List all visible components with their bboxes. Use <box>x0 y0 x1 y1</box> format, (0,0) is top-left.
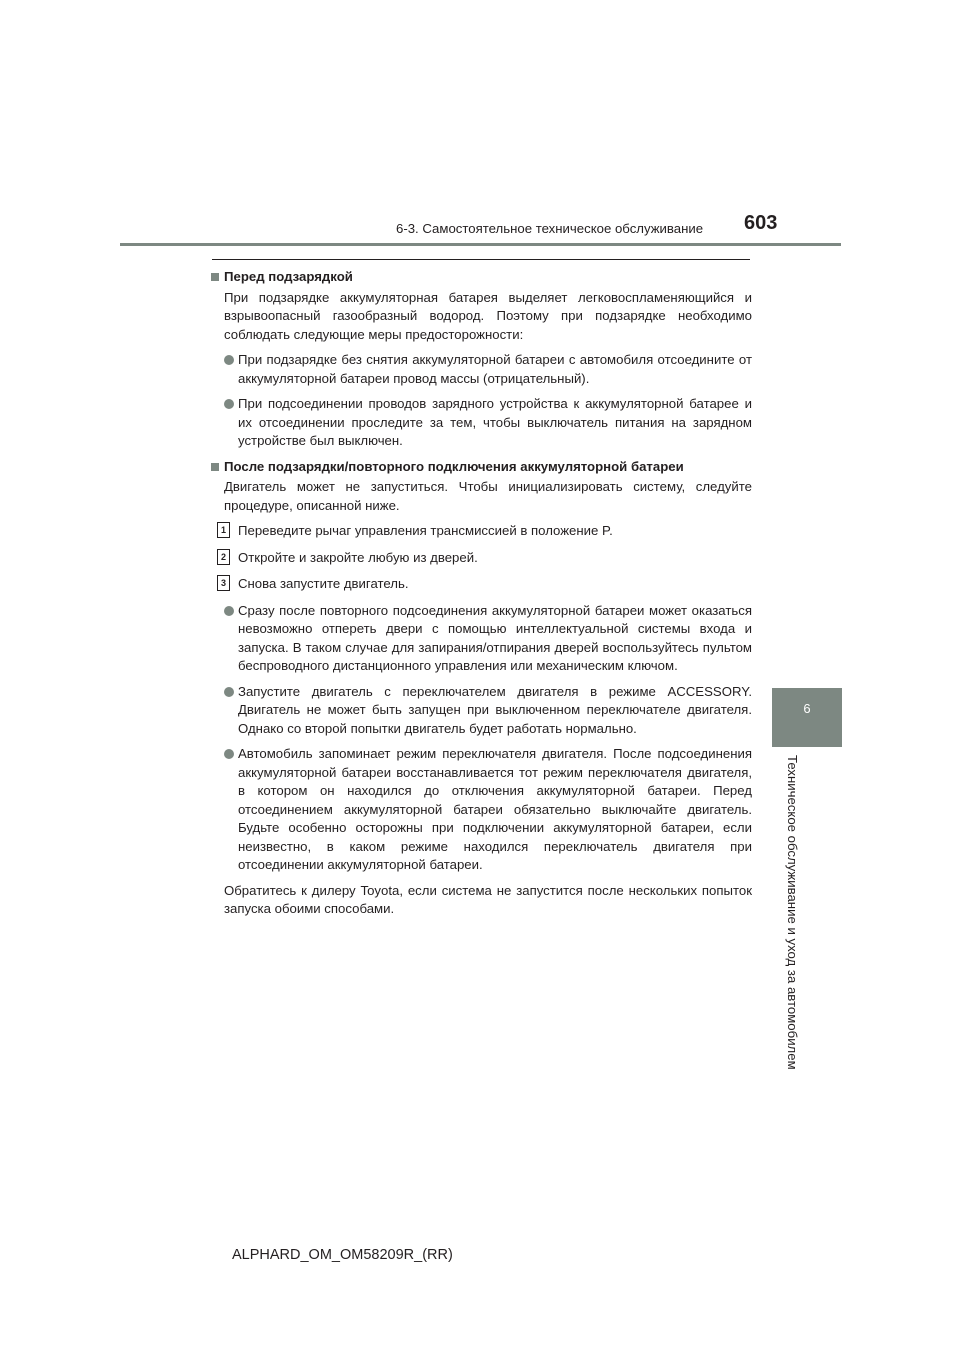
bullet-text: Автомобиль запоминает режим переключателя двигателя. После подсоединения аккумуляторной батареи восстанавливается тот режим переключателя двигателя, в котором он находился до отключения аккумуляторной батареи. Перед отсоединением аккумуляторной батареи обязательно выключайте двигатель. Будьте особенно осторожны при подключении аккумуляторной батареи, если неизвестно, в каком режиме находился переключатель двигателя при отсоединении аккумуляторной батареи. <box>238 746 752 872</box>
step-number: 2 <box>217 549 230 565</box>
bullet-dot-icon <box>224 749 234 759</box>
bullet-text: При подзарядке без снятия аккумуляторной батареи с автомобиля отсоедините от аккумуляторной батареи провод массы (отрицательный). <box>238 352 752 386</box>
paragraph: При подзарядке аккумуляторная батарея выделяет легковоспламеняющийся и взрывоопасный газообразный водород. Поэтому при подзарядке необходимо соблюдать следующие меры предосторожности: <box>224 289 752 342</box>
bullet-item <box>210 602 752 676</box>
heading-text: Перед подзарядкой <box>224 269 353 284</box>
bullet-text: Сразу после повторного подсоединения аккумуляторной батареи может оказаться невозможно отпереть двери с помощью интеллектуальной системы входа и запуска. В таком случае для запирания/отпирания дверей воспользуйтесь пультом беспроводного дистанционного управления или механическим ключом. <box>238 602 752 673</box>
section-heading <box>210 458 752 477</box>
step-number: 1 <box>217 522 230 538</box>
bullet-dot-icon <box>224 687 234 697</box>
paragraph: Двигатель может не запуститься. Чтобы инициализировать систему, следуйте процедуре, описанной ниже. <box>224 479 752 513</box>
section-heading <box>210 268 752 287</box>
page-number: 603 <box>744 212 778 234</box>
square-marker-icon <box>211 273 219 281</box>
content <box>210 268 752 926</box>
bullet-item <box>210 745 752 875</box>
square-marker-icon <box>211 463 219 471</box>
chapter-title: Техническое обслуживание и уход за автомобилем <box>785 755 800 1070</box>
step-item <box>210 549 752 568</box>
step-item <box>210 522 752 541</box>
section-title: 6-3. Самостоятельное техническое обслуживание <box>396 221 704 236</box>
bullet-text: Запустите двигатель с переключателем двигателя в режиме ACCESSORY. Двигатель не может быть запущен при выключенном переключателе двигателя. Однако со второй попытки двигатель будет работать нормально. <box>238 683 752 736</box>
document-code: ALPHARD_OM_OM58209R_(RR) <box>232 1247 453 1263</box>
chapter-tab[interactable] <box>772 688 842 747</box>
bullet-dot-icon <box>224 606 234 616</box>
bullet-item <box>210 683 752 739</box>
step-text: Переведите рычаг управления трансмиссией в положение P. <box>238 523 613 538</box>
bullet-item <box>210 351 752 388</box>
closing-paragraph: Обратитесь к дилеру Toyota, если система не запустится после нескольких попыток запуска обоими способами. <box>224 882 752 916</box>
step-item <box>210 575 752 594</box>
chapter-number: 6 <box>803 701 811 716</box>
bullet-text: При подсоединении проводов зарядного устройства к аккумуляторной батарее и их отсоединении проследите за тем, чтобы выключатель питания на зарядном устройстве был выключен. <box>238 396 752 448</box>
bullet-item <box>210 395 752 451</box>
content-divider <box>212 259 750 260</box>
step-number: 3 <box>217 575 230 591</box>
heading-text: После подзарядки/повторного подключения аккумуляторной батареи <box>224 458 684 474</box>
step-text: Снова запустите двигатель. <box>238 576 409 591</box>
bullet-dot-icon <box>224 355 234 365</box>
header-divider <box>120 243 841 246</box>
step-text: Откройте и закройте любую из дверей. <box>238 549 478 565</box>
bullet-dot-icon <box>224 399 234 409</box>
